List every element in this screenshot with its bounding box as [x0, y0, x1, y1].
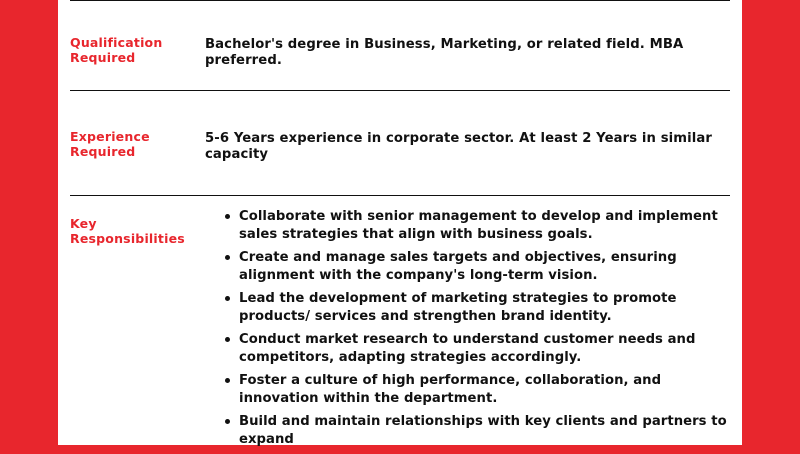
- row-label-line1: Experience: [70, 129, 150, 144]
- row-label-line2: Responsibilities: [70, 231, 185, 246]
- row-label-line1: Key: [70, 216, 97, 231]
- document-page: [58, 0, 742, 445]
- requirements-table: [70, 0, 730, 454]
- list-item: Create and manage sales targets and objectives, ensuring alignment with the company's long-term vision.: [225, 249, 730, 285]
- table-row-responsibilities: [70, 195, 730, 454]
- list-item: Conduct market research to understand customer needs and competitors, adapting strategies accordingly.: [225, 331, 730, 367]
- row-value-responsibilities: [195, 196, 730, 454]
- row-label-line1: Qualification: [70, 35, 163, 50]
- list-item: Lead the development of marketing strategies to promote products/ services and strengthen brand identity.: [225, 290, 730, 326]
- table-row-qualification: [70, 0, 730, 90]
- list-item: Collaborate with senior management to develop and implement sales strategies that align with business goals.: [225, 208, 730, 244]
- list-item: Foster a culture of high performance, collaboration, and innovation within the department.: [225, 372, 730, 408]
- row-label-line2: Required: [70, 144, 136, 159]
- row-value-qualification: Bachelor's degree in Business, Marketing, or related field. MBA preferred.: [205, 37, 684, 68]
- row-value-experience: 5-6 Years experience in corporate sector. At least 2 Years in similar capacity: [205, 131, 712, 162]
- table-row-experience: [70, 90, 730, 195]
- responsibilities-list: [205, 208, 730, 449]
- row-label-responsibilities: [70, 196, 195, 246]
- row-label-qualification: [70, 1, 195, 65]
- list-item: Build and maintain relationships with key clients and partners to expand: [225, 413, 730, 449]
- row-label-line2: Required: [70, 50, 136, 65]
- row-label-experience: [70, 91, 195, 159]
